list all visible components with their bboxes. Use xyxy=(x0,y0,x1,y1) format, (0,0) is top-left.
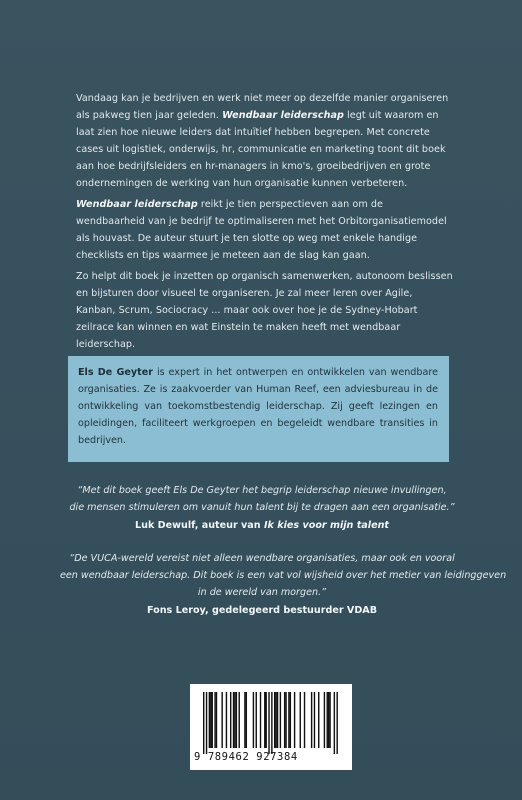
quote-line: “De VUCA-wereld vereist niet alleen wendbare organisaties, maar ook en vooral xyxy=(69,553,455,564)
barcode-bar xyxy=(233,692,234,748)
quote-text xyxy=(60,550,507,601)
barcode-bar xyxy=(284,692,285,748)
barcode-bar xyxy=(290,692,291,748)
barcode-bar xyxy=(329,692,330,748)
topics-paragraph xyxy=(76,268,454,353)
intro-text-rest: legt uit waarom en laat zien hoe nieuwe leiders dat intuïtief hebben begrepen. Met concrete cases uit logistiek, onderwijs, hr, communicatie en marketing toont dit boek aan hoe bedrijfsleiders en hr-managers in kmo's, groeibedrijven en grote ondernemingen de werking van hun organisatie kunnen verbeteren. xyxy=(76,110,446,189)
barcode-bar xyxy=(234,692,235,748)
quote-line: een wendbaar leiderschap. Dit boek is een vat vol wijsheid over het metier van leidinggeven xyxy=(60,570,507,581)
barcode-bar xyxy=(336,692,337,754)
barcode-bar xyxy=(300,692,301,748)
barcode-bar xyxy=(221,692,222,748)
barcode-bar xyxy=(318,692,319,748)
author-bio-text: is expert in het ontwerpen en ontwikkelen van wendbare organisaties. Ze is zaakvoerder van Human Reef, een adviesbureau in de ontwikkeling van toekomstbestendig leiderschap. Zij geeft lezingen en opleidingen, faciliteert werkgroepen en begeleidt wendbare transities in bedrijven. xyxy=(78,367,439,446)
perspectives-text: reikt je tien perspectieven aan om de wendbaarheid van je bedrijf te optimaliseren met het Orbitorganisatiemodel als houvast. De auteur stuurt je ten slotte op weg met enkele handige checklists en tips waarmee je meteen aan de slag kan gaan. xyxy=(76,199,447,261)
quote-line: “Met dit boek geeft Els De Geyter het begrip leiderschap nieuwe invullingen, xyxy=(77,485,447,496)
barcode-bar xyxy=(210,692,211,748)
barcode-bar xyxy=(324,692,325,748)
barcode-bar xyxy=(206,692,207,754)
endorsement-quote-2 xyxy=(60,550,507,619)
isbn-barcode xyxy=(190,684,352,770)
barcode-bar xyxy=(244,692,245,748)
book-title-inline: Wendbaar leiderschap xyxy=(222,110,344,121)
quote-text xyxy=(60,482,464,516)
barcode-bar xyxy=(260,692,261,748)
quote-author-name: Luk Dewulf, auteur van xyxy=(135,520,264,531)
barcode-bar xyxy=(304,692,305,748)
barcode-bar xyxy=(334,692,335,754)
topics-text: Zo helpt dit boek je inzetten op organisch samenwerken, autonoom beslissen en bijsturen door visueel te organiseren. Je zal meer leren over Agile, Kanban, Scrum, Sociocracy ... maar ook over hoe je de Sydney-Hobart zeilrace kan winnen en wat Einstein te maken heeft met wendbaar leiderschap. xyxy=(76,271,453,350)
barcode-bar xyxy=(226,692,227,748)
quote-line: die mensen stimuleren om vanuit hun talent bij te dragen aan een organisatie.” xyxy=(69,502,455,513)
barcode-bar xyxy=(327,692,328,748)
barcode-bar xyxy=(314,692,315,748)
barcode-bar xyxy=(264,692,265,748)
barcode-bar xyxy=(216,692,217,748)
barcode-bar xyxy=(328,692,329,748)
barcode-bars xyxy=(199,692,343,754)
author-bio-box xyxy=(68,356,449,462)
barcode-bar xyxy=(280,692,281,748)
quote-author-book: Ik kies voor mijn talent xyxy=(263,520,389,531)
barcode-bar xyxy=(277,692,278,748)
barcode-bar xyxy=(285,692,286,748)
barcode-bar xyxy=(268,692,269,754)
perspectives-paragraph xyxy=(76,196,454,264)
barcode-bar xyxy=(246,692,247,748)
barcode-bar xyxy=(271,692,272,754)
barcode-bar xyxy=(230,692,231,748)
barcode-bar xyxy=(203,692,204,754)
author-bio xyxy=(78,364,438,449)
book-title-inline: Wendbaar leiderschap xyxy=(76,199,198,210)
barcode-bar xyxy=(236,692,237,748)
barcode-bar xyxy=(294,692,295,748)
quote-line: in de wereld van morgen.” xyxy=(197,587,327,598)
endorsement-quote-1 xyxy=(60,482,464,534)
barcode-bar xyxy=(275,692,276,748)
intro-paragraph xyxy=(76,90,454,192)
quote-author-name: Fons Leroy, gedelegeerd bestuurder VDAB xyxy=(146,605,378,616)
barcode-bar xyxy=(209,692,210,748)
isbn-number: 9 789462 927384 xyxy=(194,751,298,763)
barcode-bar xyxy=(256,692,257,748)
quote-author xyxy=(60,602,464,619)
author-name: Els De Geyter xyxy=(78,367,153,378)
barcode-bar xyxy=(311,692,312,748)
barcode-bar xyxy=(212,692,213,748)
intro-text-lead: Vandaag kan je bedrijven en werk niet meer op dezelfde manier organiseren als pakweg tien jaar geleden. xyxy=(76,93,449,121)
barcode-bar xyxy=(274,692,275,748)
barcode-bar xyxy=(288,692,289,748)
barcode-bar xyxy=(214,692,215,748)
barcode-bar xyxy=(239,692,240,748)
quote-author xyxy=(60,517,464,534)
barcode-bar xyxy=(265,692,266,748)
barcode-bar xyxy=(253,692,254,748)
